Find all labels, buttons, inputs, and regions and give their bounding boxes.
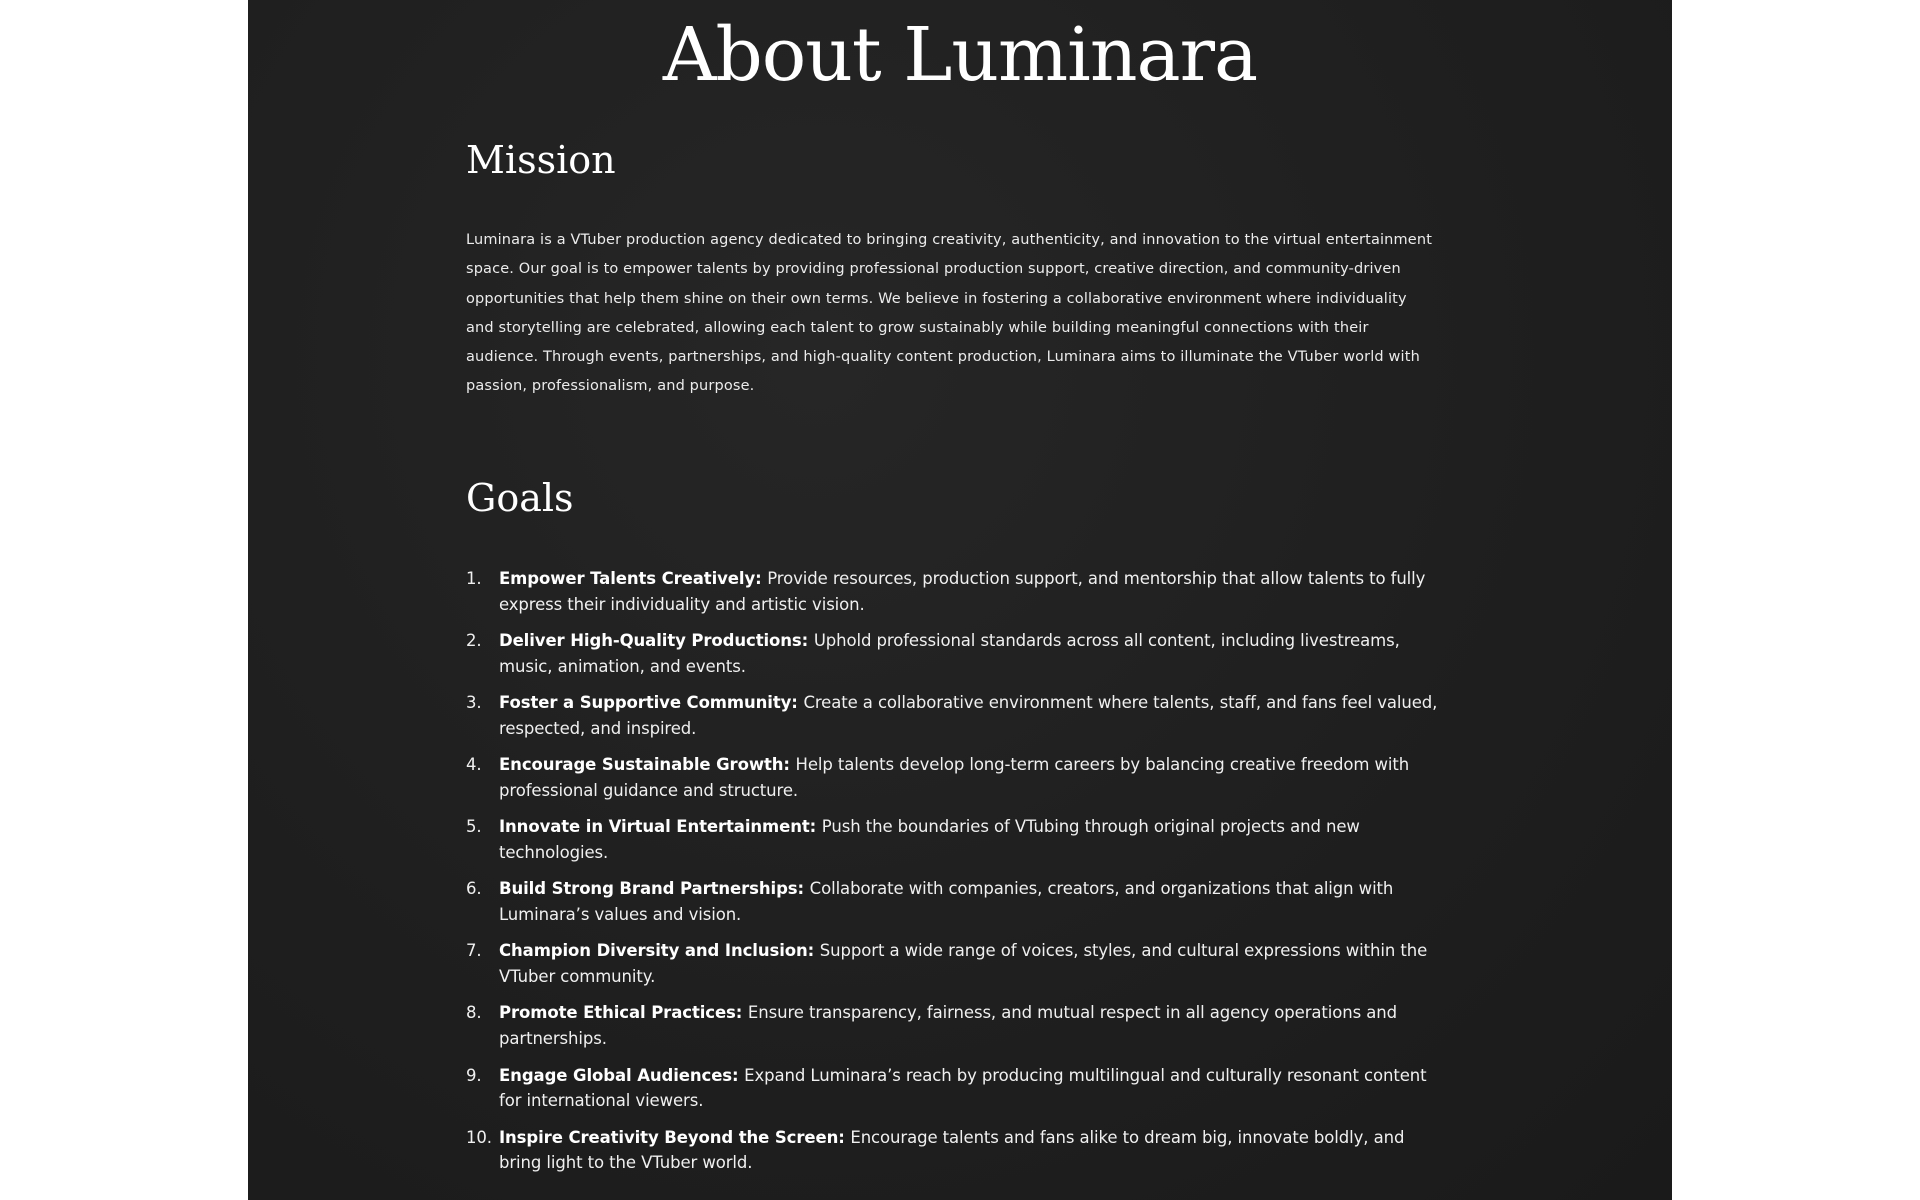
goal-text: Collaborate with companies, creators, and organizations that align with Luminara’s values and vision.: [499, 879, 1394, 925]
goal-text: Ensure transparency, fairness, and mutual respect in all agency operations and partnerships.: [499, 1003, 1397, 1049]
goal-text: Create a collaborative environment where talents, staff, and fans feel valued, respected, and inspired.: [499, 692, 1438, 738]
goal-number: 1.: [466, 568, 482, 588]
goal-number: 10.: [466, 1127, 492, 1147]
mission-heading: Mission: [466, 138, 616, 182]
goal-number: 6.: [466, 879, 482, 899]
goal-number: 4.: [466, 755, 482, 775]
goal-number: 7.: [466, 941, 482, 961]
mission-section: [466, 130, 1446, 402]
about-panel: [248, 0, 1672, 1200]
mission-paragraph: Luminara is a VTuber production agency dedicated to bringing creativity, authenticity, and innovation to the virtual entertainment space. Our goal is to empower talents by providing professional production support, creative direction, and community-driven opportunities that help them shine on their own terms. We believe in fostering a collaborative environment where individuality and storytelling are celebrated, allowing each talent to grow sustainably while building meaningful connections with their audience. Through events, partnerships, and high-quality content production, Luminara aims to illuminate the VTuber world with passion, professionalism, and purpose.: [466, 232, 1433, 395]
goal-number: 5.: [466, 817, 482, 837]
goal-item: [466, 814, 1446, 866]
goal-text: Push the boundaries of VTubing through original projects and new technologies.: [499, 817, 1360, 862]
page-title: About Luminara: [662, 12, 1258, 98]
goal-title: Promote Ethical Practices:: [499, 1003, 748, 1023]
goal-title: Build Strong Brand Partnerships:: [499, 879, 810, 899]
goal-item: [466, 1000, 1446, 1052]
goal-title: Engage Global Audiences:: [499, 1065, 745, 1085]
goal-title: Encourage Sustainable Growth:: [499, 755, 796, 775]
goal-title: Champion Diversity and Inclusion:: [499, 941, 820, 961]
goal-text: Uphold professional standards across all content, including livestreams, music, animation, and events.: [499, 630, 1400, 676]
goal-title: Foster a Supportive Community:: [499, 692, 804, 712]
goal-item: [466, 876, 1446, 928]
about-content: [466, 130, 1446, 1187]
goal-item: [466, 752, 1446, 804]
goal-title: Deliver High-Quality Productions:: [499, 630, 814, 650]
goals-heading: Goals: [466, 475, 574, 520]
goals-list: [466, 566, 1446, 1176]
goal-text: Support a wide range of voices, styles, and cultural expressions within the VTuber community.: [499, 941, 1428, 987]
goal-item: [466, 566, 1446, 618]
goal-text: Encourage talents and fans alike to dream big, innovate boldly, and bring light to the VTuber world.: [499, 1127, 1405, 1173]
goal-item: [466, 1063, 1446, 1115]
goal-text: Expand Luminara’s reach by producing multilingual and culturally resonant content for international viewers.: [499, 1065, 1427, 1111]
goal-item: [466, 628, 1446, 680]
goal-number: 2.: [466, 630, 482, 650]
goal-number: 3.: [466, 692, 482, 712]
goal-item: [466, 690, 1446, 742]
goal-item: [466, 1125, 1446, 1177]
goal-title: Innovate in Virtual Entertainment:: [499, 817, 822, 837]
goals-section: [466, 468, 1446, 1176]
goal-number: 9.: [466, 1065, 482, 1085]
goal-title: Inspire Creativity Beyond the Screen:: [499, 1127, 851, 1147]
goal-text: Help talents develop long-term careers by balancing creative freedom with professional guidance and structure.: [499, 755, 1410, 800]
goal-text: Provide resources, production support, and mentorship that allow talents to fully express their individuality and artistic vision.: [499, 568, 1426, 614]
goal-number: 8.: [466, 1003, 482, 1023]
goal-title: Empower Talents Creatively:: [499, 568, 768, 588]
goal-item: [466, 938, 1446, 990]
